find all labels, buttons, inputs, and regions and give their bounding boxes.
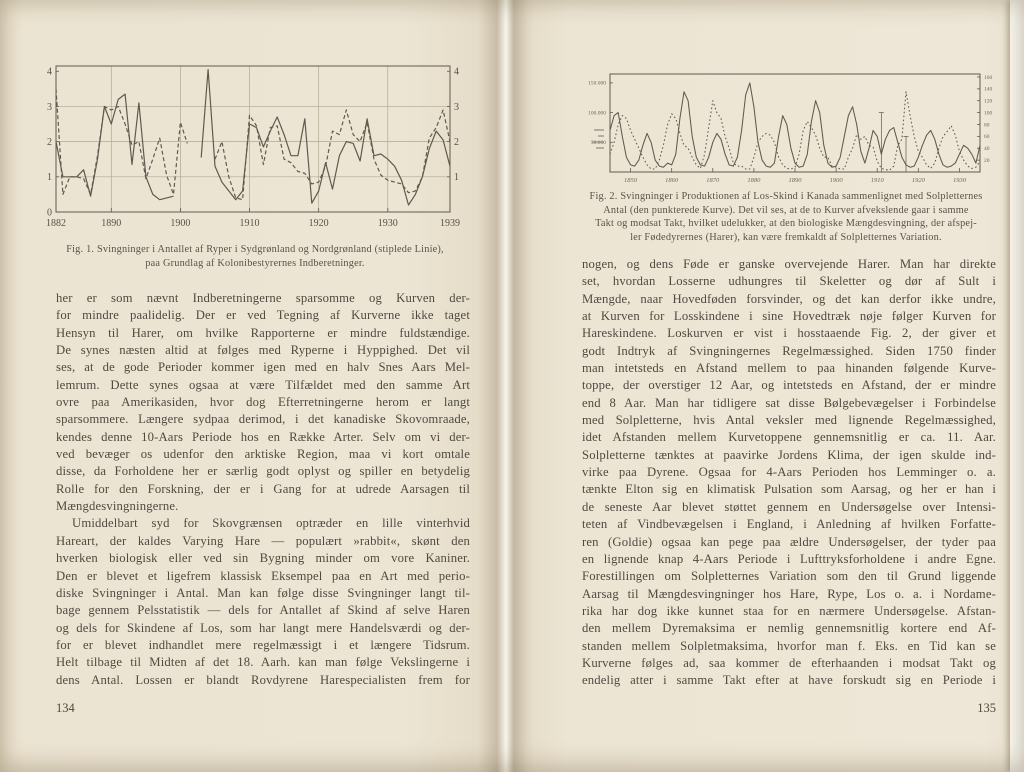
text-line: en lignende knap 4-Aars Periode i Lufttryksforholdene i andre Egne. [582,551,996,566]
svg-text:120: 120 [984,98,993,105]
text-line: Hareskindene. Loskurven er vist i hosstaaende Fig. 2, der giver et [582,326,996,341]
page-number-right: 135 [977,701,996,715]
text-line: ses, at de gode Perioder kommer igen med en halv Snes Aars Mel- [56,360,470,375]
text-line: dens Antal. Lossen er blandt Rovdyrene Harespecialisten frem for [56,672,470,687]
svg-text:1882: 1882 [46,218,66,229]
svg-text:20: 20 [984,157,990,164]
svg-text:1: 1 [47,172,52,184]
svg-text:0: 0 [47,207,52,219]
svg-text:1939: 1939 [440,218,460,229]
text-line: endelig atter i samme Takt efter at have forskudt sig en Periode i [582,673,996,688]
svg-text:1900: 1900 [170,218,191,229]
svg-text:80: 80 [984,122,990,129]
page-134 [0,0,506,772]
svg-text:1850: 1850 [624,177,638,184]
text-line: set, hvordan Losserne udhungres til Skeletter og dør af Sult i [582,274,996,289]
svg-text:100: 100 [984,110,993,117]
text-line: Umiddelbart syd for Skovgrænsen optræder en lille vinterhvid [72,516,470,531]
text-line: ovre paa Amerikasiden, hvor dog Efterretningerne herom er langt [56,395,470,410]
svg-text:4: 4 [454,66,459,78]
text-line: Den er blevet et ligefrem klassisk Eksempel paa en Art med perio- [56,568,470,583]
caption-line: ler Fødedyrernes (Harer), kan være fremkaldt af Solpletternes Variation. [630,231,942,243]
text-line: tænkte Elton sig en klimatisk Pulsation som Aarsag, og her er han i [582,482,996,497]
text-line: disse, da Forholdene her er særlig godt oplyst og spiller en betydelig [56,464,470,479]
svg-text:3: 3 [47,101,52,113]
text-line: sparsommere. Længere sydpaa derimod, i det kanadiske Skovomraade, [56,412,470,427]
svg-text:1910: 1910 [870,177,884,184]
text-line: De synes næsten altid at følges med Ryperne i Hyppighed. Det vil [56,343,470,358]
text-line: lemrum. Dette synes ogsaa at være Tilfældet med den samme Art [56,377,470,392]
caption-line: Takt og modsat Takt, hvilket udelukker, at den biologiske Mængdesvingning, der afspej- [595,218,977,230]
text-line: virke paa Dyrene. Ogsaa for 4-Aars Perioden hos Lemminger o. a. [582,465,996,480]
page-edge [1010,0,1024,772]
svg-text:1890: 1890 [788,177,802,184]
text-line: Hensyn til Harer, om hvilke Rapporterne er mindre fuldstændige. [56,325,470,340]
svg-text:1870: 1870 [706,177,720,184]
text-line: standen mellem Solpletmaksima, hvorfor man f. Eks. en Tid kan se [582,638,996,653]
svg-text:50.000: 50.000 [590,140,606,147]
text-line: ren (Goldie) ogsaa kan pege paa ældre Undersøgelser, der tyder paa [582,534,996,549]
figure-1 [30,56,470,249]
text-line: nogen, og dens Føde er ganske overvejende Harer. Man har direkte [582,257,996,271]
text-line: for mindre paalidelig. Der er ved Tegning af Kurverne ikke taget [56,308,470,323]
text-line: her er som nævnt Indberetningerne sparsomme og Kurven der- [56,291,470,305]
svg-text:1900: 1900 [829,177,843,184]
caption-line: paa Grundlag af Kolonibestyrernes Indberetninger. [145,257,365,269]
svg-text:60: 60 [984,134,990,141]
body-text-left [56,290,470,689]
body-text-right [582,256,996,690]
figure-2 [578,68,1006,195]
svg-text:2: 2 [47,136,52,148]
text-line: og dels for Skindene af Los, som har langt mere Handelsværdi og der- [56,620,470,635]
svg-text:1: 1 [454,172,459,184]
caption-line: Fig. 1. Svingninger i Antallet af Ryper i Sydgrønland og Nordgrønland (stiplede Linie), [66,244,444,255]
text-line: de seneste Aar blevet støttet gennem en Undersøgelse over Intensi- [582,499,996,514]
svg-text:150.000: 150.000 [588,80,606,87]
svg-text:100.000: 100.000 [588,110,606,117]
text-line: at Kurven for Losskindene i sine Hovedtræk nøje følger Kurven for [582,309,996,324]
text-line: med Solpletterne, hvis Antal veksler med lignende Regelmæssighed, [582,413,996,428]
text-line: for er blevet indhandlet mere regelmæssigt i et længere Tidsrum. [56,637,470,652]
svg-text:1930: 1930 [952,177,966,184]
text-line: ved bevæger os udenfor den arktiske Region, maa vi kort omtale [56,447,470,462]
text-line: end 8 Aar. Man har tidligere sat disse Bølgebevægelser i Forbindelse [582,395,996,410]
text-line: diske Svingninger i Antal. Man kan følge disse Svingninger langt til- [56,585,470,600]
svg-text:1880: 1880 [747,177,761,184]
text-line: Aarsag til Mængdesvingninger hos Hare, Rype, Los o. a. i Nordame- [582,586,996,601]
svg-text:3: 3 [454,101,459,113]
svg-text:1860: 1860 [665,177,679,184]
svg-text:1910: 1910 [239,218,260,229]
figure-2-caption [572,190,1000,244]
text-line: Helt tilbage til Midten af det 18. Aarh. kan man følge Vekslingerne i [56,655,470,670]
figure-1-caption [40,243,470,270]
text-line: man intetsteds en Afstand mellem to paa hinanden følgende Kurve- [582,361,996,376]
text-line: teten af Vindbevægelsen i England, i Anledning af hvilken Forfatte- [582,517,996,532]
text-line: bage gennem Pelsstatistik — dels for Antallet af Skind af selve Haren [56,603,470,618]
text-line: Hareart, der kaldes Varying Hare — populært »rabbit«, skønt den [56,533,470,548]
text-line: toppe, der overstiger 12 Aar, og intetsteds en Afstand, der er mindre [582,378,996,393]
caption-line: Antal (den punkterede Kurve). Det vil ses, at de to Kurver afvekslende gaar i samme [603,204,969,216]
text-line: Solpletterne tænktes at paavirke Jordens Klima, der igen skulde ind- [582,447,996,462]
text-line: rika har dog ikke kunnet staa for en nærmere Undersøgelse. Afstan- [582,603,996,618]
text-line: Mængdesvingningerne. [56,499,179,514]
figure-1-chart [30,56,470,244]
svg-text:1920: 1920 [308,218,329,229]
text-line: hverken biologisk eller ved sin Bygning minder om vore Kaniner. [56,551,470,566]
page-number-left: 134 [56,701,75,715]
text-line: kendes denne 10-Aars Periode hos en Række Arter. Selv om vi der- [56,429,470,444]
text-line: Rolle for den Forskning, der er i Gang for at udrede Aarsagen til [56,481,470,496]
text-line: Forestillingen om Solpletternes Variation som den til Grund liggende [582,569,996,584]
svg-text:2: 2 [454,136,459,148]
caption-line: Fig. 2. Svingninger i Produktionen af Los-Skind i Kanada sammenlignet med Solpletternes [589,191,983,202]
text-line: Kurverne følges ad, saa kommer de efterhaanden i modsat Takt og [582,655,996,670]
svg-text:1930: 1930 [377,218,398,229]
svg-text:160: 160 [984,74,993,81]
svg-text:40: 40 [984,146,990,153]
text-line: Mængde, naar Hovedføden forsvinder, og det kan derfor ikke undre, [582,291,996,306]
text-line: idet Afstanden mellem Kurvetoppene gennemsnitlig er ca. 11. Aar. [582,430,996,445]
svg-text:1890: 1890 [101,218,122,229]
text-line: den mellem Dyremaksima er nemlig gennemsnitlig kortere end Af- [582,621,996,636]
svg-text:140: 140 [984,86,993,93]
text-line: godt Indtryk af Svingningernes Regelmæssighed. Siden 1750 finder [582,343,996,358]
svg-text:1920: 1920 [911,177,925,184]
figure-2-chart [578,68,1006,190]
page-135 [506,0,1024,772]
svg-text:4: 4 [47,66,52,78]
